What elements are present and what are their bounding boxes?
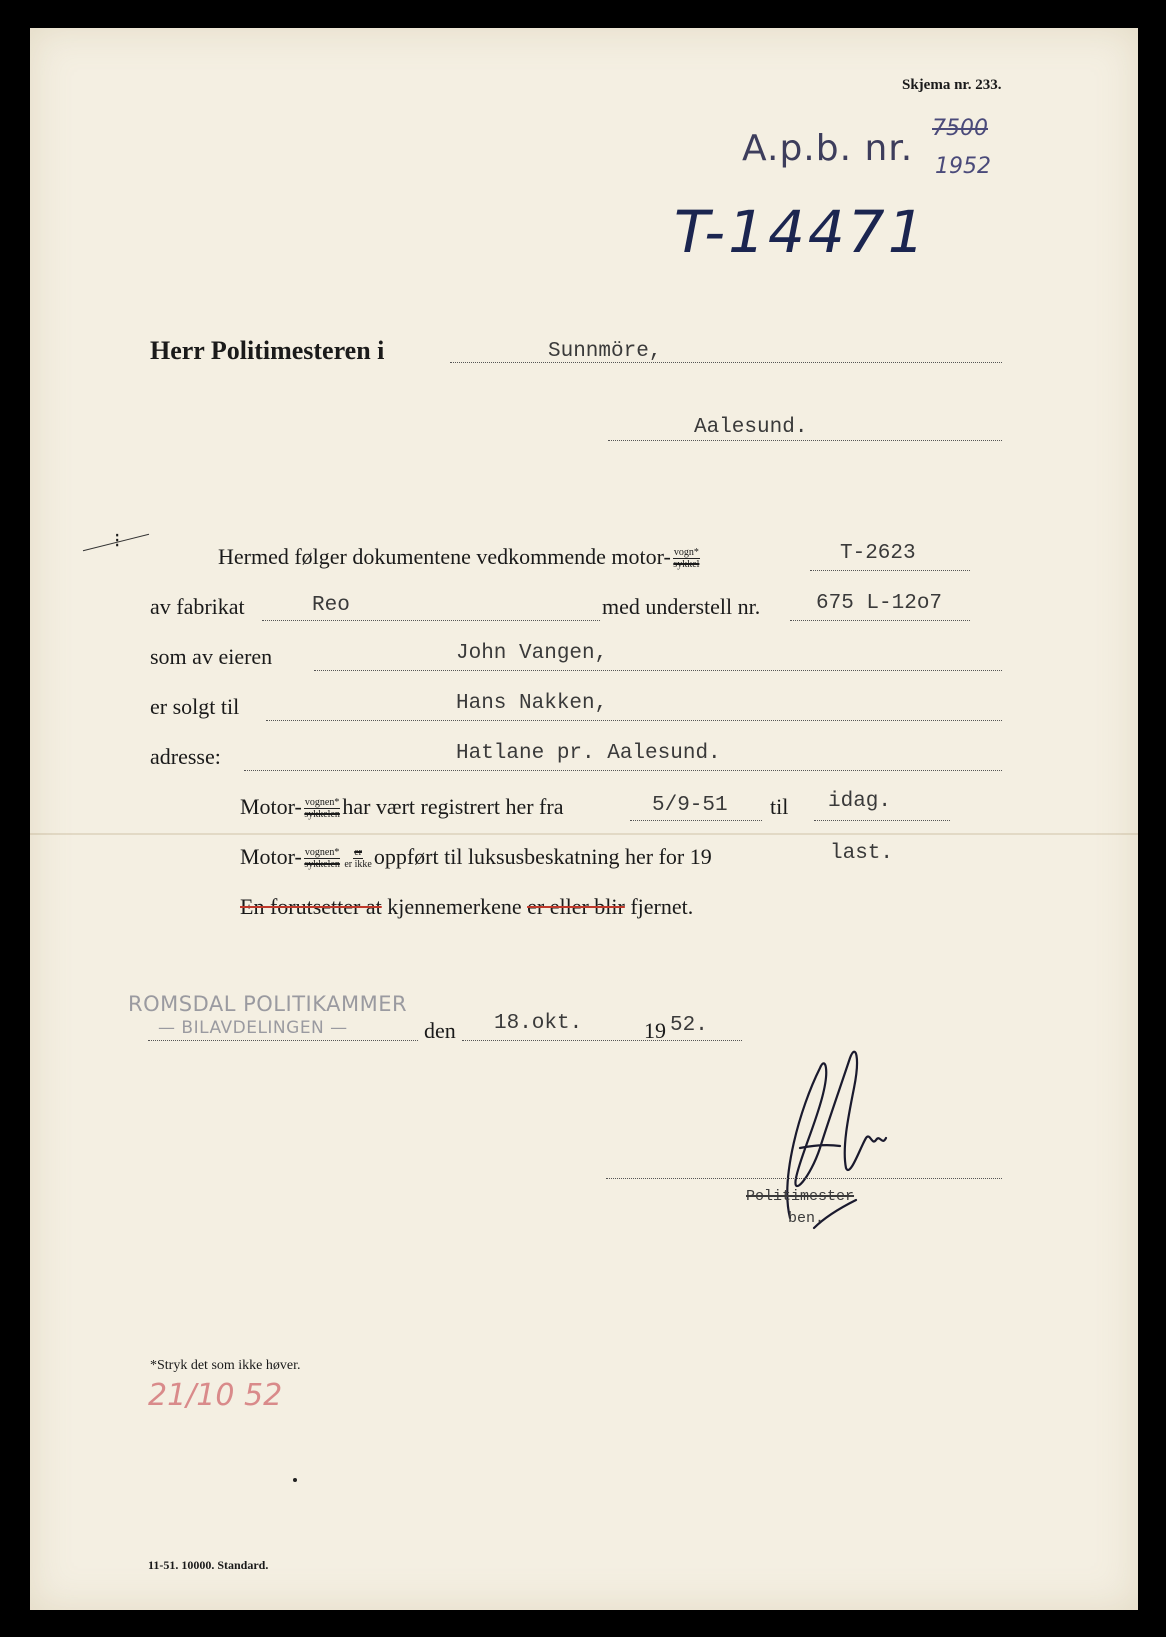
date-value: 18.okt. [494, 1012, 583, 1035]
owner-value: John Vangen, [456, 642, 608, 665]
footnote: *Stryk det som ikke høver. [150, 1358, 301, 1373]
ink-dot [293, 1478, 297, 1482]
vehicle-bottom: sykkel [673, 559, 700, 571]
department-stamp-line2: — BILAVDELINGEN — [158, 1018, 348, 1038]
print-info: 11-51. 10000. Standard. [148, 1558, 269, 1572]
lux-status-top: er [354, 847, 362, 859]
year-prefix: 19 [644, 1018, 666, 1043]
owner-line [314, 670, 1002, 671]
intro-text [218, 544, 702, 570]
buyer-line [266, 720, 1002, 721]
apb-number-value: 7500 [932, 116, 988, 141]
address-label: adresse: [150, 744, 221, 769]
removal-end: fjernet. [630, 894, 694, 919]
district-line [450, 362, 1002, 363]
intro-label: Hermed følger dokumentene vedkommende motor- [218, 544, 671, 569]
removal-struck2: er eller blir [527, 894, 625, 919]
lux-prefix: Motor- [240, 844, 302, 869]
apb-label: A.p.b. nr. [742, 128, 914, 169]
reg-text: har vært registrert her fra [342, 794, 564, 819]
signer-suffix: ben. [788, 1210, 825, 1227]
year-suffix: 52. [670, 1014, 708, 1037]
apb-year: 1952 [935, 154, 991, 179]
removal-text [240, 894, 693, 920]
stamp-line [148, 1040, 418, 1041]
registration-line [810, 570, 970, 571]
lux-status-bottom: er ikke [344, 859, 372, 871]
form-number: Skjema nr. 233. [902, 77, 1002, 93]
vehicle-top: vogn* [673, 547, 699, 559]
sold-label: er solgt til [150, 694, 240, 719]
apb-stamp [742, 128, 913, 169]
margin-dots: ⁝ [114, 530, 121, 552]
chassis-value: 675 L-12o7 [816, 592, 943, 615]
fabrikat-line [262, 620, 600, 621]
apb-number [932, 116, 988, 141]
date-line [462, 1040, 742, 1041]
fabrikat-value: Reo [312, 594, 350, 617]
reg-vehicle-type [304, 797, 340, 820]
reference-number: T-14471 [674, 198, 928, 266]
chassis-line [790, 620, 970, 621]
handwritten-date: 21/10 52 [148, 1378, 283, 1413]
lux-top: vognen* [304, 847, 340, 859]
luxury-tax-text [240, 844, 712, 870]
chassis-label: med understell nr. [602, 594, 761, 619]
district-value: Sunnmöre, [548, 340, 662, 363]
den-label: den [424, 1018, 456, 1043]
lux-year-value: last. [830, 842, 894, 865]
lux-status [344, 847, 372, 870]
document-page [30, 28, 1138, 1610]
addressee-label: Herr Politimesteren i [150, 336, 385, 365]
address-line [244, 770, 1002, 771]
reg-to-value: idag. [828, 790, 892, 813]
reg-from-value: 5/9-51 [652, 794, 728, 817]
signer-title: Politimester [746, 1188, 855, 1205]
registration-value: T-2623 [840, 542, 916, 565]
reg-bottom: sykkelen [304, 809, 340, 821]
lux-text: oppført til luksusbeskatning her for 19 [373, 844, 712, 869]
vehicle-type [673, 547, 700, 570]
registration-period-text [240, 794, 563, 820]
fold-line [30, 833, 1138, 835]
department-stamp-line1: ROMSDAL POLITIKAMMER [128, 992, 408, 1016]
signature-line [606, 1178, 1002, 1179]
owner-label: som av eieren [150, 644, 273, 669]
reg-prefix: Motor- [240, 794, 302, 819]
city-value: Aalesund. [694, 416, 808, 439]
fabrikat-label: av fabrikat [150, 594, 245, 619]
reg-top: vognen* [304, 797, 340, 809]
lux-bottom: sykkelen [304, 859, 340, 871]
reg-til-label: til [770, 794, 789, 819]
removal-mid: kjennemerkene [387, 894, 522, 919]
address-value: Hatlane pr. Aalesund. [456, 742, 721, 765]
buyer-value: Hans Nakken, [456, 692, 608, 715]
lux-vehicle-type [304, 847, 340, 870]
reg-to-line [814, 820, 950, 821]
city-line [608, 440, 1002, 441]
removal-struck: En forutsetter at [240, 894, 382, 919]
reg-from-line [630, 820, 762, 821]
